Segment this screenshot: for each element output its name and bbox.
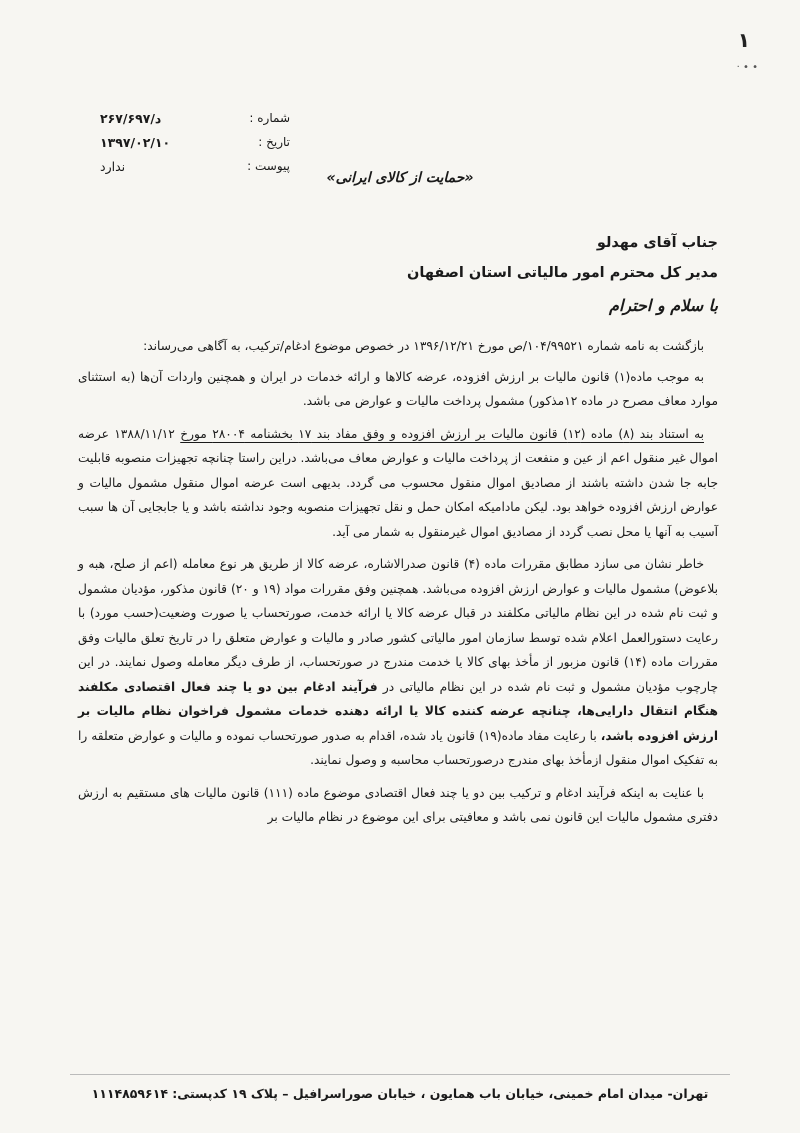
- recipient-name: جناب آقای مهدلو: [596, 235, 718, 251]
- date-label: تاریخ :: [258, 135, 290, 149]
- paragraph-4-bold: فرآیند ادغام بین دو یا چند فعال اقتصادی مکلفند هنگام انتقال دارایی‌ها، چنانچه عرضه کننده کالا یا ارائه دهنده خدمات مشمول فراخوان نظام مالیات بر ارزش افزوده باشد،: [78, 679, 718, 743]
- paragraph-2: به موجب ماده(۱) قانون مالیات بر ارزش افزوده، عرضه کالاها و ارائه خدمات در ایران و همچنین واردات آن‌ها (به استثنای موارد معاف مصرح در ماده ۱۲مذکور) مشمول پرداخت مالیات و عوارض می باشد.: [78, 369, 718, 408]
- paragraph-4-end: با رعایت مفاد ماده(۱۹) قانون یاد شده، اقدام به صدور صورتحساب نموده و مالیات و عوارض متعلقه را به تفکیک اموال منقول ازمأخذ بهای مندرج درصورتحساب محاسبه و وصول نمایند.: [78, 728, 718, 767]
- paragraph-3-rest: ۱۳۸۸/۱۱/۱۲ عرضه اموال غیر منقول اعم از عین و منفعت از پرداخت مالیات و عوارض معاف می‌باشد. دراین راستا چنانچه تجهیزات منصوبه قابلیت جابه جا شدن داشته باشند از مصادیق اموال منقول محسوب می گردد. بدیهی است عرضه اموال منقول مشمول مالیات و عوارض ارزش افزوده خواهد بود. لیکن مادامیکه امکان حمل و نقل تجهیزات منصوبه وجود نداشته باشد و یا جابجایی آن ها سبب آسیب به آنها یا محل نصب گردد از مصادیق اموال غیرمنقول به شمار می آید.: [78, 426, 718, 539]
- corner-dots: • • ·: [736, 62, 758, 73]
- date-value: ۱۳۹۷/۰۲/۱۰: [100, 134, 171, 150]
- paragraph-1: بازگشت به نامه شماره ۱۰۴/۹۹۵۲۱/ص مورخ ۱۳۹۶/۱۲/۲۱ در خصوص موضوع ادغام/ترکیب، به آگاهی می‌رساند:: [143, 339, 704, 353]
- letter-body: [78, 334, 718, 838]
- number-value: ۲۶۷/۶۹۷/د: [100, 110, 162, 126]
- paragraph-3: [78, 422, 718, 545]
- letter-meta: [100, 106, 290, 178]
- footer-address: تهران- میدان امام خمینی، خیابان باب همایون ، خیابان صوراسرافیل – پلاک ۱۹ کدپستی: ۱۱۱۴۸۵۹۶۱۴: [91, 1086, 709, 1101]
- motto-handwritten: «حمایت از کالای ایرانی»: [326, 170, 474, 186]
- attachment-label: پیوست :: [247, 159, 290, 173]
- meta-attachment-row: [100, 154, 290, 178]
- salutation: با سلام و احترام: [609, 296, 718, 315]
- recipient-title: مدیر کل محترم امور مالیاتی استان اصفهان: [407, 265, 718, 281]
- paragraph-5: با عنایت به اینکه فرآیند ادغام و ترکیب بین دو یا چند فعال اقتصادی موضوع ماده (۱۱۱) قانون مالیات های مستقیم به ارزش دفتری مشمول مالیات این قانون نمی باشد و معافیتی برای این موضوع در نظام مالیات بر: [78, 785, 718, 824]
- meta-number-row: [100, 106, 290, 130]
- recipient-block: [407, 228, 718, 288]
- footer-divider: [70, 1074, 730, 1075]
- paragraph-4: [78, 552, 718, 773]
- meta-date-row: [100, 130, 290, 154]
- paragraph-3-underlined: به استناد بند (۸) ماده (۱۲) قانون مالیات بر ارزش افزوده و وفق مفاد بند ۱۷ بخشنامه ۲۸۰۰۴ مورخ: [180, 426, 704, 441]
- attachment-value: ندارد: [100, 158, 126, 174]
- paragraph-4-start: خاطر نشان می سازد مطابق مقررات ماده (۴) قانون صدرالاشاره، عرضه کالا از طریق هر نوع معامله (اعم از صلح، هبه و بلاعوض) مشمول مالیات و عوارض ارزش افزوده می‌باشد. همچنین وفق مقررات مواد (۱۹ و ۲۰) قانون مذکور، مؤدیان مشمول و ثبت نام شده در این نظام مالیاتی مکلفند در قبال عرضه کالا یا ارائه خدمت، صورتحساب یا صورت وضعیت(حسب مورد) با رعایت دستورالعمل اعلام شده توسط سازمان امور مالیاتی کشور صادر و مالیات و عوارض متعلق را در تاریخ تعلق مالیات وفق مقررات ماده (۱۴) قانون مزبور از مأخذ بهای کالا یا خدمت مندرج در صورتحساب، از طرف دیگر معامله وصول نمایند. در این چارچوب مؤدیان مشمول و ثبت نام شده در این نظام مالیاتی در: [78, 557, 719, 694]
- number-label: شماره :: [249, 111, 290, 125]
- page-number-mark: ۱: [737, 28, 750, 52]
